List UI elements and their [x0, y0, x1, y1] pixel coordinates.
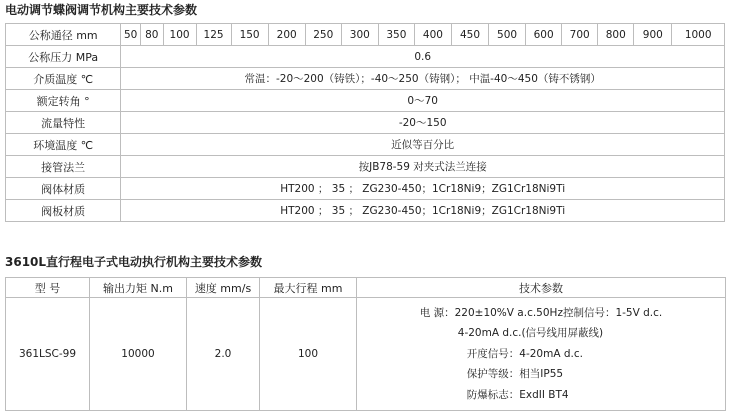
column-header: 最大行程 mm: [260, 278, 357, 298]
nominal-diameter-label: 公称通径 mm: [6, 24, 121, 46]
table-row: [6, 90, 725, 112]
diameter-cell: 1000: [672, 24, 725, 46]
diameter-cell: 250: [305, 24, 341, 46]
diameter-cell: 80: [140, 24, 163, 46]
diameter-cell: 900: [634, 24, 672, 46]
row-label: 阀板材质: [6, 200, 121, 222]
row-label: 流量特性: [6, 112, 121, 134]
diameter-cell: 50: [121, 24, 141, 46]
actuator-spec-table: [5, 277, 726, 411]
diameter-cell: 700: [562, 24, 598, 46]
row-value: -20～150: [121, 112, 725, 134]
diameter-cell: 300: [341, 24, 378, 46]
row-value: 常温：-20～200（铸铁）；-40～250（铸钢）； 中温-40～450（铸不锈钢）: [121, 68, 725, 90]
stroke-cell: 100: [260, 298, 357, 411]
diameter-row: [6, 24, 725, 46]
row-value: 近似等百分比: [121, 134, 725, 156]
diameter-cell: 400: [414, 24, 451, 46]
model-cell: 361LSC-99: [6, 298, 90, 411]
table-row: [6, 112, 725, 134]
table-row: [6, 298, 726, 411]
row-value: 按JB78-59 对夹式法兰连接: [121, 156, 725, 178]
table-row: [6, 178, 725, 200]
diameter-cell: 350: [378, 24, 414, 46]
tech-specs-list: [420, 303, 662, 406]
row-label: 阀体材质: [6, 178, 121, 200]
diameter-cell: 100: [163, 24, 196, 46]
spec-line: 电 源：220±10%V a.c.50Hz控制信号：1-5V d.c.: [419, 306, 663, 319]
torque-cell: 10000: [90, 298, 187, 411]
table2-title: 3610L直行程电子式电动执行机构主要技术参数: [5, 255, 263, 269]
butterfly-valve-spec-table: [5, 23, 725, 222]
spec-line: 防爆标志：ExdII BT4: [466, 388, 569, 401]
table-row: [6, 200, 725, 222]
diameter-cell: 150: [231, 24, 268, 46]
column-header: 速度 mm/s: [187, 278, 260, 298]
tech-specs-cell: [357, 298, 726, 411]
diameter-cell: 600: [526, 24, 562, 46]
diameter-cell: 125: [196, 24, 231, 46]
row-label: 接管法兰: [6, 156, 121, 178]
column-header: 型 号: [6, 278, 90, 298]
row-value: HT200 ； 35 ； ZG230-450；1Cr18Ni9；ZG1Cr18Ni9Ti: [121, 200, 725, 222]
row-value: HT200 ； 35 ； ZG230-450；1Cr18Ni9；ZG1Cr18Ni9Ti: [121, 178, 725, 200]
table1-title: 电动调节蝶阀调节机构主要技术参数: [5, 3, 198, 17]
speed-cell: 2.0: [187, 298, 260, 411]
row-label: 公称压力 MPa: [6, 46, 121, 68]
table-row: [6, 156, 725, 178]
header-row: [6, 278, 726, 298]
table-row: [6, 134, 725, 156]
spec-line: 开度信号：4-20mA d.c.: [466, 347, 583, 360]
diameter-cell: 450: [451, 24, 488, 46]
diameter-cell: 800: [598, 24, 634, 46]
table-row: [6, 68, 725, 90]
row-value: 0～70: [121, 90, 725, 112]
table-row: [6, 46, 725, 68]
row-label: 环境温度 ℃: [6, 134, 121, 156]
column-header: 技术参数: [357, 278, 726, 298]
diameter-cell: 500: [489, 24, 526, 46]
row-label: 介质温度 ℃: [6, 68, 121, 90]
diameter-cell: 200: [268, 24, 305, 46]
spec-line: 保护等级：相当IP55: [466, 368, 564, 381]
row-label: 额定转角 °: [6, 90, 121, 112]
spec-line: 4-20mA d.c.(信号线用屏蔽线): [457, 327, 604, 340]
row-value: 0.6: [121, 46, 725, 68]
column-header: 输出力矩 N.m: [90, 278, 187, 298]
